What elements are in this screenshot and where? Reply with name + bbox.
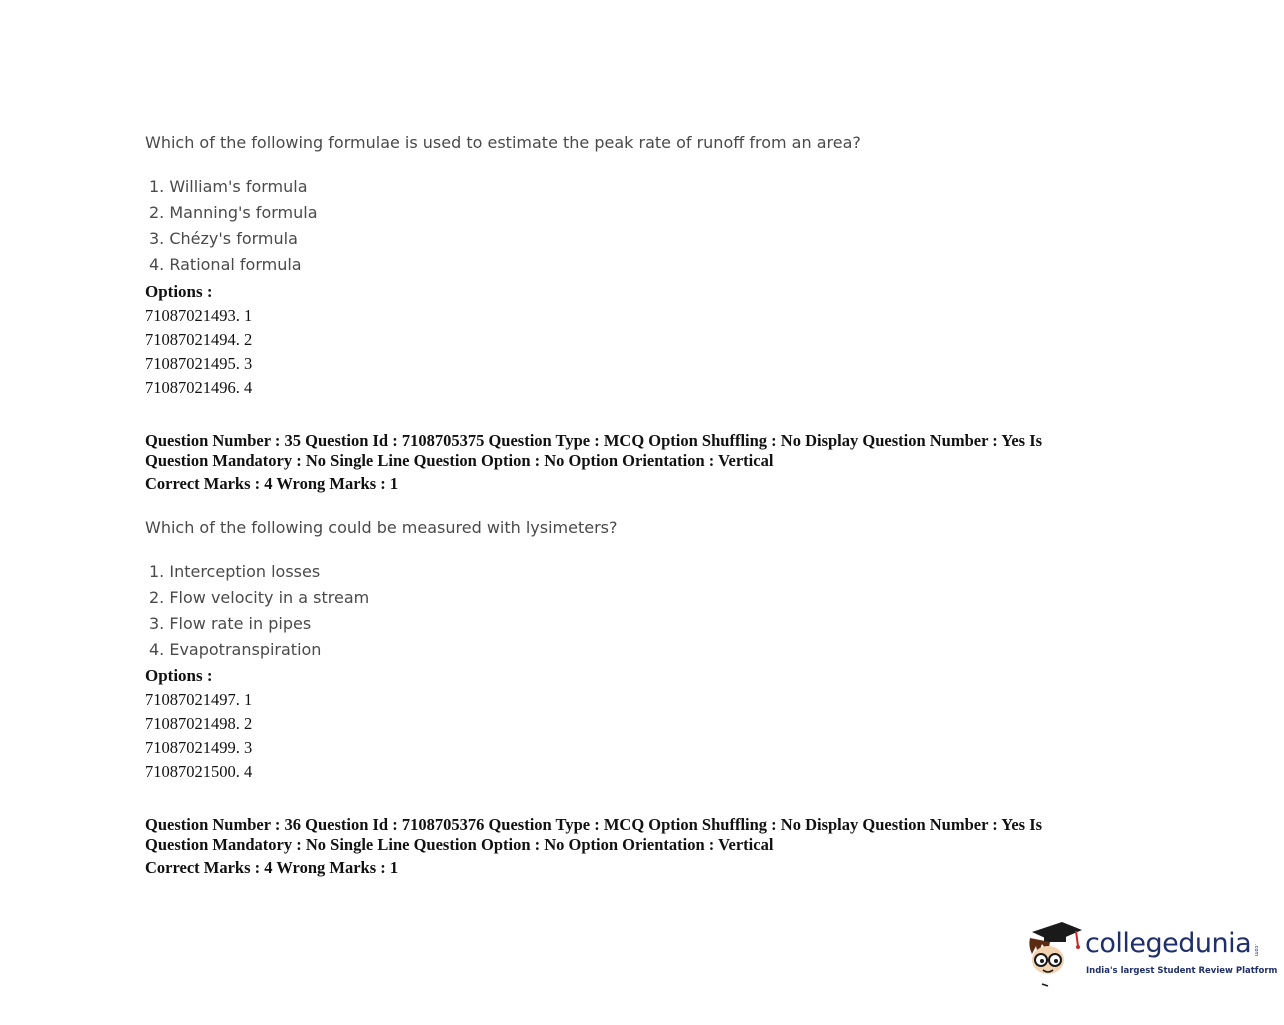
choice-item: 3. Chézy's formula	[149, 229, 298, 248]
choice-item: 4. Evapotranspiration	[149, 640, 322, 659]
choice-item: 4. Rational formula	[149, 255, 302, 274]
option-row: 71087021499. 3	[145, 738, 253, 757]
question-marks: Correct Marks : 4 Wrong Marks : 1	[145, 858, 399, 877]
options-label: Options :	[145, 666, 213, 685]
choice-list	[149, 174, 318, 278]
collegedunia-logo	[1024, 916, 1278, 996]
option-row: 71087021494. 2	[145, 330, 253, 349]
mascot-icon	[1024, 916, 1084, 988]
option-row: 71087021500. 4	[145, 762, 253, 781]
question-meta	[145, 815, 1105, 878]
option-row: 71087021497. 1	[145, 690, 253, 709]
choice-item: 3. Flow rate in pipes	[149, 614, 312, 633]
question-meta	[145, 431, 1105, 494]
question-marks: Correct Marks : 4 Wrong Marks : 1	[145, 474, 399, 493]
question-info: Question Number : 36 Question Id : 7108705376 Question Type : MCQ Option Shuffling : No Display Question Number : Yes Is Question Mandatory : No Single Line Question Option : No Option Orientation : Vertical	[145, 815, 1043, 854]
options-label: Options :	[145, 282, 213, 301]
question-text: Which of the following could be measured with lysimeters?	[145, 518, 618, 537]
logo-suffix: .com	[1253, 944, 1259, 957]
options-list	[145, 280, 252, 400]
options-list	[145, 664, 252, 784]
option-row: 71087021495. 3	[145, 354, 253, 373]
choice-list	[149, 559, 369, 663]
option-row: 71087021493. 1	[145, 306, 253, 325]
choice-item: 2. Flow velocity in a stream	[149, 588, 370, 607]
choice-item: 1. Interception losses	[149, 562, 321, 581]
logo-tagline: India's largest Student Review Platform	[1086, 966, 1278, 976]
logo-brand: collegedunia	[1085, 928, 1252, 959]
choice-item: 1. William's formula	[149, 177, 308, 196]
option-row: 71087021498. 2	[145, 714, 253, 733]
question-info: Question Number : 35 Question Id : 7108705375 Question Type : MCQ Option Shuffling : No Display Question Number : Yes Is Question Mandatory : No Single Line Question Option : No Option Orientation : Vertical	[145, 431, 1043, 470]
choice-item: 2. Manning's formula	[149, 203, 318, 222]
option-row: 71087021496. 4	[145, 378, 253, 397]
question-text: Which of the following formulae is used to estimate the peak rate of runoff from an area?	[145, 133, 861, 152]
